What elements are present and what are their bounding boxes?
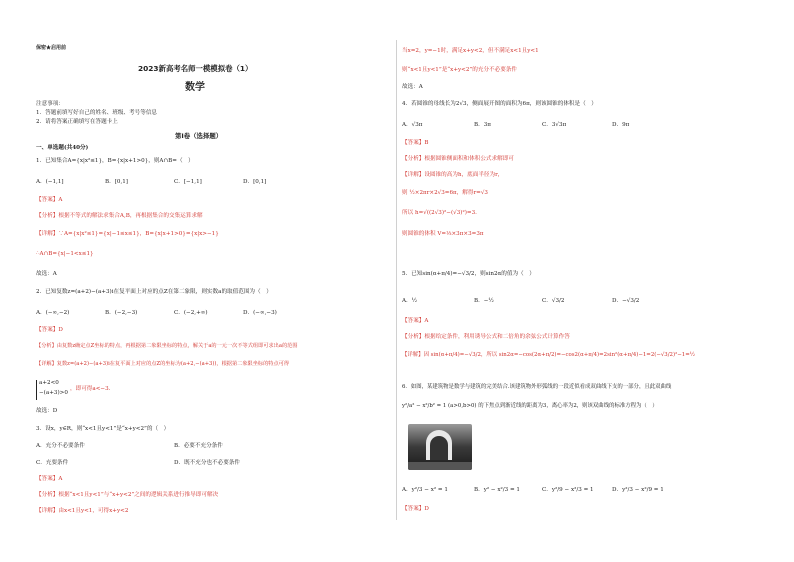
q6-choice-b: B．y² − x²/3 = 1 [474, 487, 520, 493]
right-page [397, 0, 794, 562]
q5-analysis: 【分析】根据给定条件，利用诱导公式和二倍角的余弦公式计算作答 [402, 334, 570, 340]
q6-stem-2: y²/a² − x²/b² = 1 (a>0,b>0) 的下焦点到渐近线的距离为3，离心率为2，则该双曲线的标准方程为（ ） [402, 403, 658, 409]
q6-choice-d: D．y²/3 − x²/9 = 1 [612, 487, 664, 493]
building-arch-inner-shape [430, 436, 448, 460]
q3-choice-a: A．充分不必要条件 [36, 443, 85, 449]
q2-choice-d: D．(−∞,−3) [243, 310, 277, 316]
part-title: 第Ⅰ卷（选择题） [175, 132, 223, 140]
q3-choice-b: B．必要不充分条件 [174, 443, 223, 449]
q1-detail-2: ∴A∩B={x|−1<x≤1} [36, 251, 94, 257]
q3-analysis: 【分析】根据“x<1且y<1”与“x+y<2”之间的逻辑关系进行推导即可解决 [36, 492, 219, 498]
q2-system [36, 380, 68, 400]
q2-detail: 【详解】复数z=(a+2)−(a+3)i在复平面上对应的点Z的坐标为(a+2,−(a+3))，根据第二象限坐标的特点可得 [36, 361, 290, 367]
q1-choice-d: D．[0,1] [243, 179, 267, 185]
q3-choice-d: D．既不充分也不必要条件 [174, 460, 241, 466]
q2-system-line-2: −(a+3)>0 [39, 389, 68, 396]
q6-choice-a: A．y²/3 − x² = 1 [402, 487, 448, 493]
q5-answer: 【答案】A [402, 318, 429, 324]
q5-stem: 5．已知sin(α+π/4)=−√3/2，则sin2α的值为（ ） [402, 271, 535, 277]
q4-stem: 4．若圆锥的母线长为2√3，侧面展开图的面积为6π，则该圆锥的体积是（ ） [402, 101, 597, 107]
q1-detail: 【详解】∵A={x|x²≤1}={x|−1≤x≤1}，B={x|x+1>0}={x|x>−1} [36, 231, 219, 237]
q2-stem: 2．已知复数z=(a+2)−(a+3)i在复平面上对应的点Z在第二象限，则实数a的取值范围为（ ） [36, 289, 272, 295]
q5-detail: 【详解】因 sin(α+π/4)=−√3/2，所以 sin2α=−cos(2α+π/2)=−cos2(α+π/4)=2sin²(α+π/4)−1=2(−√3/2)²−1=½ [402, 352, 695, 358]
q1-stem: 1．已知集合A={x|x²≤1}，B={x|x+1>0}，则A∩B=（ ） [36, 158, 194, 164]
q6-stem: 6．如图，某建筑物是数学与建筑的完美结合.该建筑物外形弧线的一段近似看成双曲线下支的一部分，且此双曲线 [402, 384, 672, 390]
q2-system-line-1: a+2<0 [39, 380, 59, 386]
q1-conclusion: 故选：A [36, 271, 57, 277]
q3-stem: 3．设x，y∈R，则“x<1且y<1”是“x+y<2”的（ ） [36, 426, 170, 432]
q4-choice-c: C．3√3π [542, 122, 567, 128]
q4-analysis: 【分析】根据圆锥侧面积和体积公式求解即可 [402, 156, 514, 162]
exam-title: 2023新高考名师一模模拟卷（1） [138, 64, 253, 73]
q4-choice-b: B．3π [474, 122, 491, 128]
building-photo [408, 424, 472, 470]
q2-conclusion: 故选：D [36, 408, 58, 414]
q2-system-tail: ，即可得a<−3. [70, 386, 111, 392]
q3-cont-1: 当x=2，y=−1时，满足x+y<2，但不满足x<1且y<1 [402, 48, 539, 54]
q3-cont-2: 则“x<1且y<1”是“x+y<2”的充分不必要条件 [402, 67, 518, 73]
q3-answer: 【答案】A [36, 476, 63, 482]
note-2: 2．请将答案正确填写在答题卡上 [36, 119, 118, 125]
q3-detail: 【详解】由x<1且y<1，可得x+y<2 [36, 508, 129, 514]
note-1: 1．答题前填写好自己的姓名、班级、考号等信息 [36, 110, 158, 116]
q2-choice-b: B．(−2,−3) [105, 310, 138, 316]
q2-choice-c: C．(−2,+∞) [174, 310, 208, 316]
q3-choice-c: C．充要条件 [36, 460, 69, 466]
q2-answer: 【答案】D [36, 327, 63, 333]
q6-choice-c: C．y²/9 − x²/3 = 1 [542, 487, 594, 493]
q4-detail: 【详解】设圆锥的高为h，底面半径为r， [402, 172, 504, 178]
notes-heading: 注意事项： [36, 101, 64, 107]
q4-line-3: 则圆锥的体积 V=⅓×3π×3=3π [402, 231, 484, 237]
building-base-shape [408, 462, 472, 470]
q1-answer: 【答案】A [36, 197, 63, 203]
q1-choice-c: C．[−1,1] [174, 179, 202, 185]
q5-choice-d: D．−√3/2 [612, 298, 640, 304]
subject-title: 数学 [185, 82, 205, 93]
secret-label: 保密★启用前 [36, 45, 67, 51]
q5-choice-c: C．√3/2 [542, 298, 565, 304]
q2-analysis: 【分析】由复数z确定点Z坐标的特点，再根据第二象限坐标的特点，解关于a的一元一次不等式组即可求出a的范围 [36, 343, 298, 349]
q1-choice-a: A．(−1,1] [36, 179, 64, 185]
q5-choice-b: B．−½ [474, 298, 494, 304]
q2-choice-a: A．(−∞,−2) [36, 310, 70, 316]
section-title: 一、单选题(共40分) [36, 145, 89, 151]
q1-analysis: 【分析】根据不等式的解法求集合A,B，再根据集合的交集运算求解 [36, 213, 203, 219]
q1-choice-b: B．[0,1] [105, 179, 128, 185]
q4-choice-d: D．9π [612, 122, 630, 128]
q6-answer: 【答案】D [402, 506, 429, 512]
q3-conclusion: 故选：A [402, 84, 423, 90]
q4-choice-a: A．√3π [402, 122, 423, 128]
q4-answer: 【答案】B [402, 140, 429, 146]
q4-line-1: 则 ½×2πr×2√3=6π，解得r=√3 [402, 190, 488, 196]
q4-line-2: 所以 h=√((2√3)²−(√3)²)=3. [402, 210, 477, 216]
q5-choice-a: A．½ [402, 298, 418, 304]
